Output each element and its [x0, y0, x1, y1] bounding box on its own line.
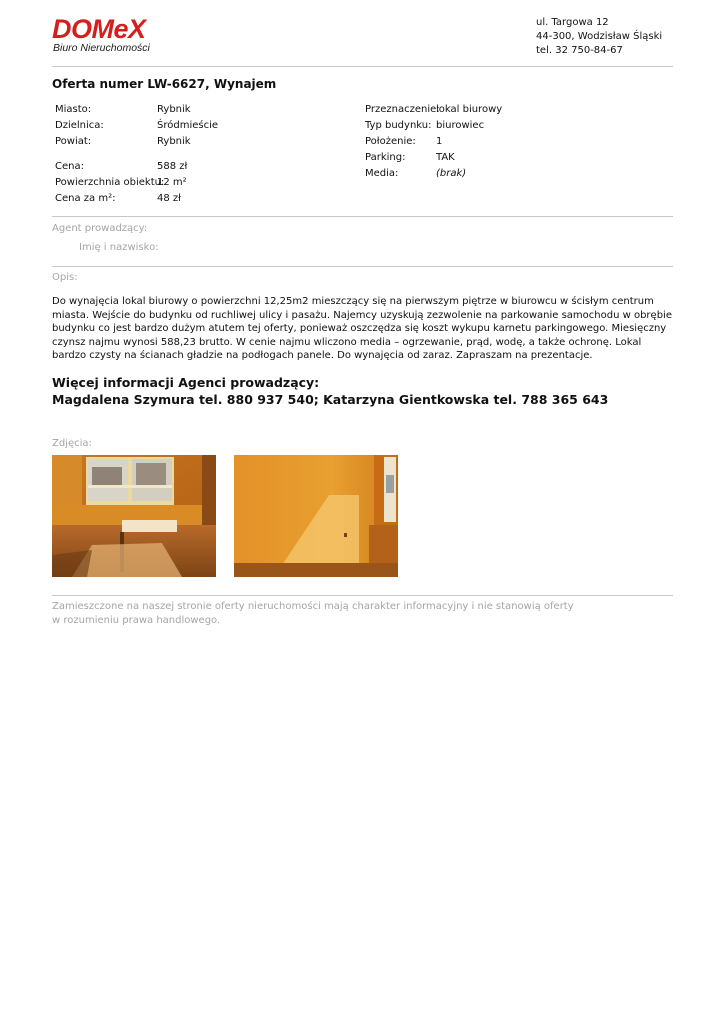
- detail-label: Miasto:: [55, 104, 92, 115]
- photo-office-window: [52, 455, 216, 577]
- detail-label: Dzielnica:: [55, 120, 104, 131]
- company-address: [536, 16, 662, 58]
- disclaimer-line-1: Zamieszczone na naszej stronie oferty nieruchomości mają charakter informacyjny i nie stanowią oferty: [52, 601, 574, 612]
- offer-title: Oferta numer LW-6627, Wynajem: [52, 77, 277, 91]
- description-section-label: Opis:: [52, 272, 78, 283]
- photo-office-corner: [234, 455, 398, 577]
- detail-value: (brak): [436, 168, 467, 179]
- company-phone: tel. 32 750-84-67: [536, 45, 623, 56]
- detail-value: 588 zł: [157, 161, 188, 172]
- logo-subtitle: Biuro Nieruchomości: [53, 42, 150, 54]
- contact-heading: Więcej informacji Agenci prowadzący:: [52, 375, 320, 390]
- detail-value: Rybnik: [157, 136, 191, 147]
- detail-label: Powierzchnia obiektu:: [55, 177, 165, 188]
- detail-value: biurowiec: [436, 120, 485, 131]
- detail-label: Przeznaczenie:: [365, 104, 440, 115]
- photo-1[interactable]: [52, 455, 216, 577]
- detail-value: lokal biurowy: [436, 104, 503, 115]
- detail-label: Cena:: [55, 161, 84, 172]
- agent-name-label: Imię i nazwisko:: [79, 242, 159, 253]
- agents-contact: [52, 374, 608, 408]
- logo-brand: DOMeX: [52, 14, 146, 44]
- detail-value: 1: [436, 136, 443, 147]
- details-right: [365, 104, 665, 194]
- photo-2[interactable]: [234, 455, 398, 577]
- photos-section-label: Zdjęcia:: [52, 438, 92, 449]
- details-divider: [52, 216, 673, 217]
- company-city: 44-300, Wodzisław Śląski: [536, 31, 663, 42]
- legal-disclaimer: [52, 600, 574, 628]
- detail-label: Cena za m²:: [55, 193, 116, 204]
- detail-label: Media:: [365, 168, 399, 179]
- agent-section-label: Agent prowadzący:: [52, 223, 148, 234]
- details-left: [55, 104, 355, 214]
- detail-label: Położenie:: [365, 136, 416, 147]
- company-street: ul. Targowa 12: [536, 17, 609, 28]
- footer-divider: [52, 595, 673, 596]
- company-logo: [52, 14, 172, 56]
- detail-label: Typ budynku:: [365, 120, 432, 131]
- detail-value: Śródmieście: [157, 120, 219, 131]
- detail-label: Powiat:: [55, 136, 92, 147]
- detail-value: 12 m²: [157, 177, 187, 188]
- disclaimer-line-2: w rozumieniu prawa handlowego.: [52, 615, 221, 626]
- detail-value: Rybnik: [157, 104, 191, 115]
- contact-agents-phones: Magdalena Szymura tel. 880 937 540; Katarzyna Gientkowska tel. 788 365 643: [52, 392, 609, 407]
- agent-divider: [52, 266, 673, 267]
- offer-description: Do wynajęcia lokal biurowy o powierzchni 12,25m2 mieszczący się na pierwszym piętrze w biurowcu w ścisłym centrum miasta. Wejście do budynku od ruchliwej ulicy i pasażu. Najemcy uzyskują zezwolenie na parkowanie samochodu w obrębie budynku co jest bardzo dużym atutem tej oferty, ponieważ oszczędza się koszt wykupu karnetu parkingowego. Miesięczny czynsz najmu wynosi 588,23 brutto. W cenie najmu wliczono media – ogrzewanie, prąd, wodę, a także ochronę. Lokal bardzo czysty na ścianach gładzie na podłogach panele. Do wynajęcia od zaraz. Zapraszam na prezentacje.: [52, 296, 672, 362]
- header-divider: [52, 66, 673, 67]
- detail-value: TAK: [436, 152, 455, 163]
- detail-label: Parking:: [365, 152, 406, 163]
- detail-value: 48 zł: [157, 193, 181, 204]
